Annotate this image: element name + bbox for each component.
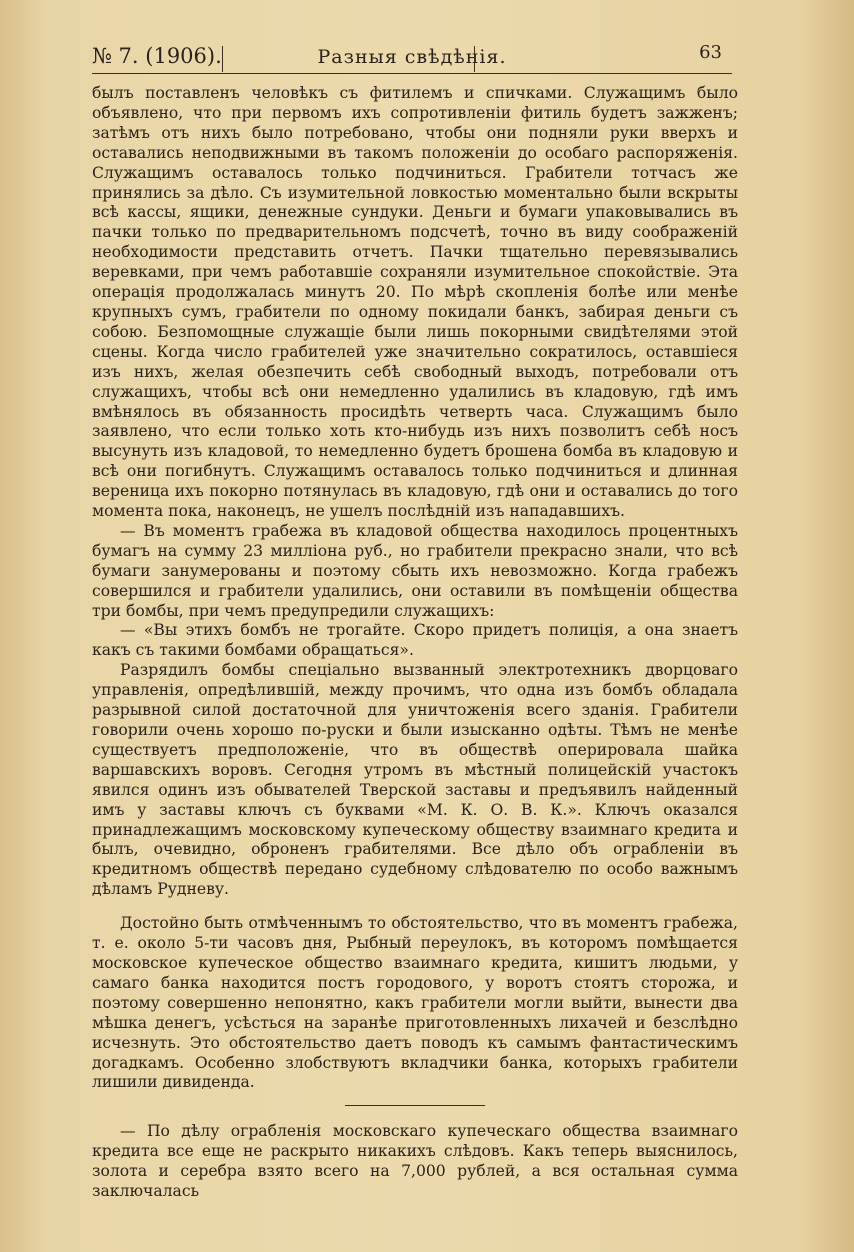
paragraph-circumstances: Достойно быть отмѣченнымъ то обстоятельство, что въ моментъ грабежа, т. е. около 5-ти часовъ дня, Рыбный переулокъ, въ которомъ помѣщается московское купеческое общество взаимнаго кредита, кишитъ людьми, у самаго банка находится постъ городового, у воротъ стоятъ сторожа, и поэтому совершенно непонятно, какъ грабители могли выйти, вынести два мѣшка денегъ, усѣсться на заранѣе приготовленныхъ лихачей и безслѣдно исчезнуть. Это обстоятельство даетъ поводъ къ самымъ фантастическимъ догадкамъ. Особенно злобствуютъ вкладчики банка, которыхъ грабители лишили дивиденда. — [92, 914, 738, 1092]
page-number: 63 — [699, 42, 722, 63]
paragraph-securities: — Въ моментъ грабежа въ кладовой общества находилось процентныхъ бумагъ на сумму 23 милліона руб., но грабители прекрасно знали, что всѣ бумаги занумерованы и поэтому сбыть ихъ невозможно. Когда грабежъ совершился и грабители удалились, они оставили въ помѣщеніи общества три бомбы, при чемъ предупредили служащихъ: — [92, 521, 738, 620]
paragraph-quote: — «Вы этихъ бомбъ не трогайте. Скоро придетъ полиція, а она знаетъ какъ съ такими бомбами обращаться». — [92, 621, 738, 660]
header-separator-right — [474, 46, 475, 72]
paragraph-bombs-investigation: Разрядилъ бомбы спеціально вызванный электротехникъ дворцоваго управленія, опредѣлившій, между прочимъ, что одна изъ бомбъ обладала разрывной силой достаточной для уничтоженія всего зданія. Грабители говорили очень хорошо по-руски и были изысканно одѣты. Тѣмъ не менѣе существуетъ предположеніе, что въ обществѣ оперировала шайка варшавскихъ воровъ. Сегодня утромъ въ мѣстный полицейскій участокъ явился одинъ изъ обывателей Тверской заставы и предъявилъ найденный имъ у заставы ключъ съ буквами «М. К. О. В. К.». Ключъ оказался принадлежащимъ московскому купеческому обществу взаимнаго кредита и былъ, очевидно, оброненъ грабителями. Все дѣло объ ограбленіи въ кредитномъ обществѣ передано судебному слѣдователю по особо важнымъ дѣламъ Рудневу. — [92, 661, 738, 899]
running-header — [92, 40, 732, 74]
article-body — [92, 84, 738, 1202]
issue-number: № 7. (1906). — [92, 44, 222, 68]
header-rule — [92, 73, 732, 74]
section-divider — [345, 1105, 485, 1106]
paragraph-robbery-continued: былъ поставленъ человѣкъ съ фитилемъ и спичками. Служащимъ было объявлено, что при первомъ ихъ сопротивленіи фитиль будетъ зажженъ; затѣмъ отъ нихъ было потребовано, чтобы они подняли руки вверхъ и оставались неподвижными въ такомъ положеніи до особаго распоряженія. Служащимъ оставалось только подчиниться. Грабители тотчасъ же принялись за дѣло. Съ изумительной ловкостью моментально были вскрыты всѣ кассы, ящики, денежные сундуки. Деньги и бумаги упаковывались въ пачки только по предварительномъ подсчетѣ, точно въ виду соображеній необходимости представить отчетъ. Пачки тщательно перевязывались веревками, при чемъ работавшіе сохраняли изумительное спокойствіе. Эта операція продолжалась минутъ 20. По мѣрѣ скопленія болѣе или менѣе крупныхъ сумъ, грабители по одному покидали банкъ, забирая деньги съ собою. Безпомощные служащіе были лишь покорными свидѣтелями этой сцены. Когда число грабителей уже значительно сократилось, оставшіеся изъ нихъ, желая обезпечить себѣ свободный выходъ, потребовали отъ служащихъ, чтобы всѣ они немедленно удалились въ кладовую, гдѣ имъ вмѣнялось въ обязанность просидѣть четверть часа. Служащимъ было заявлено, что если только хоть кто-нибудь изъ нихъ позволитъ себѣ носъ высунуть изъ кладовой, то немедленно будетъ брошена бомба въ кладовую и всѣ они погибнутъ. Служащимъ оставалось только подчиниться и длинная вереница ихъ покорно потянулась въ кладовую, гдѣ они и оставались до того момента пока, наконецъ, не ушелъ послѣдній изъ нападавшихъ. — [92, 84, 738, 521]
header-separator-left — [222, 46, 223, 72]
section-title: Разныя свѣдѣнія. — [317, 46, 507, 68]
paragraph-investigation-update: — По дѣлу ограбленія московскаго купеческаго общества взаимнаго кредита все еще не раскрыто никакихъ слѣдовъ. Какъ теперь выяснилось, золота и серебра взято всего на 7,000 рублей, а вся остальная сумма заключалась — [92, 1122, 738, 1201]
